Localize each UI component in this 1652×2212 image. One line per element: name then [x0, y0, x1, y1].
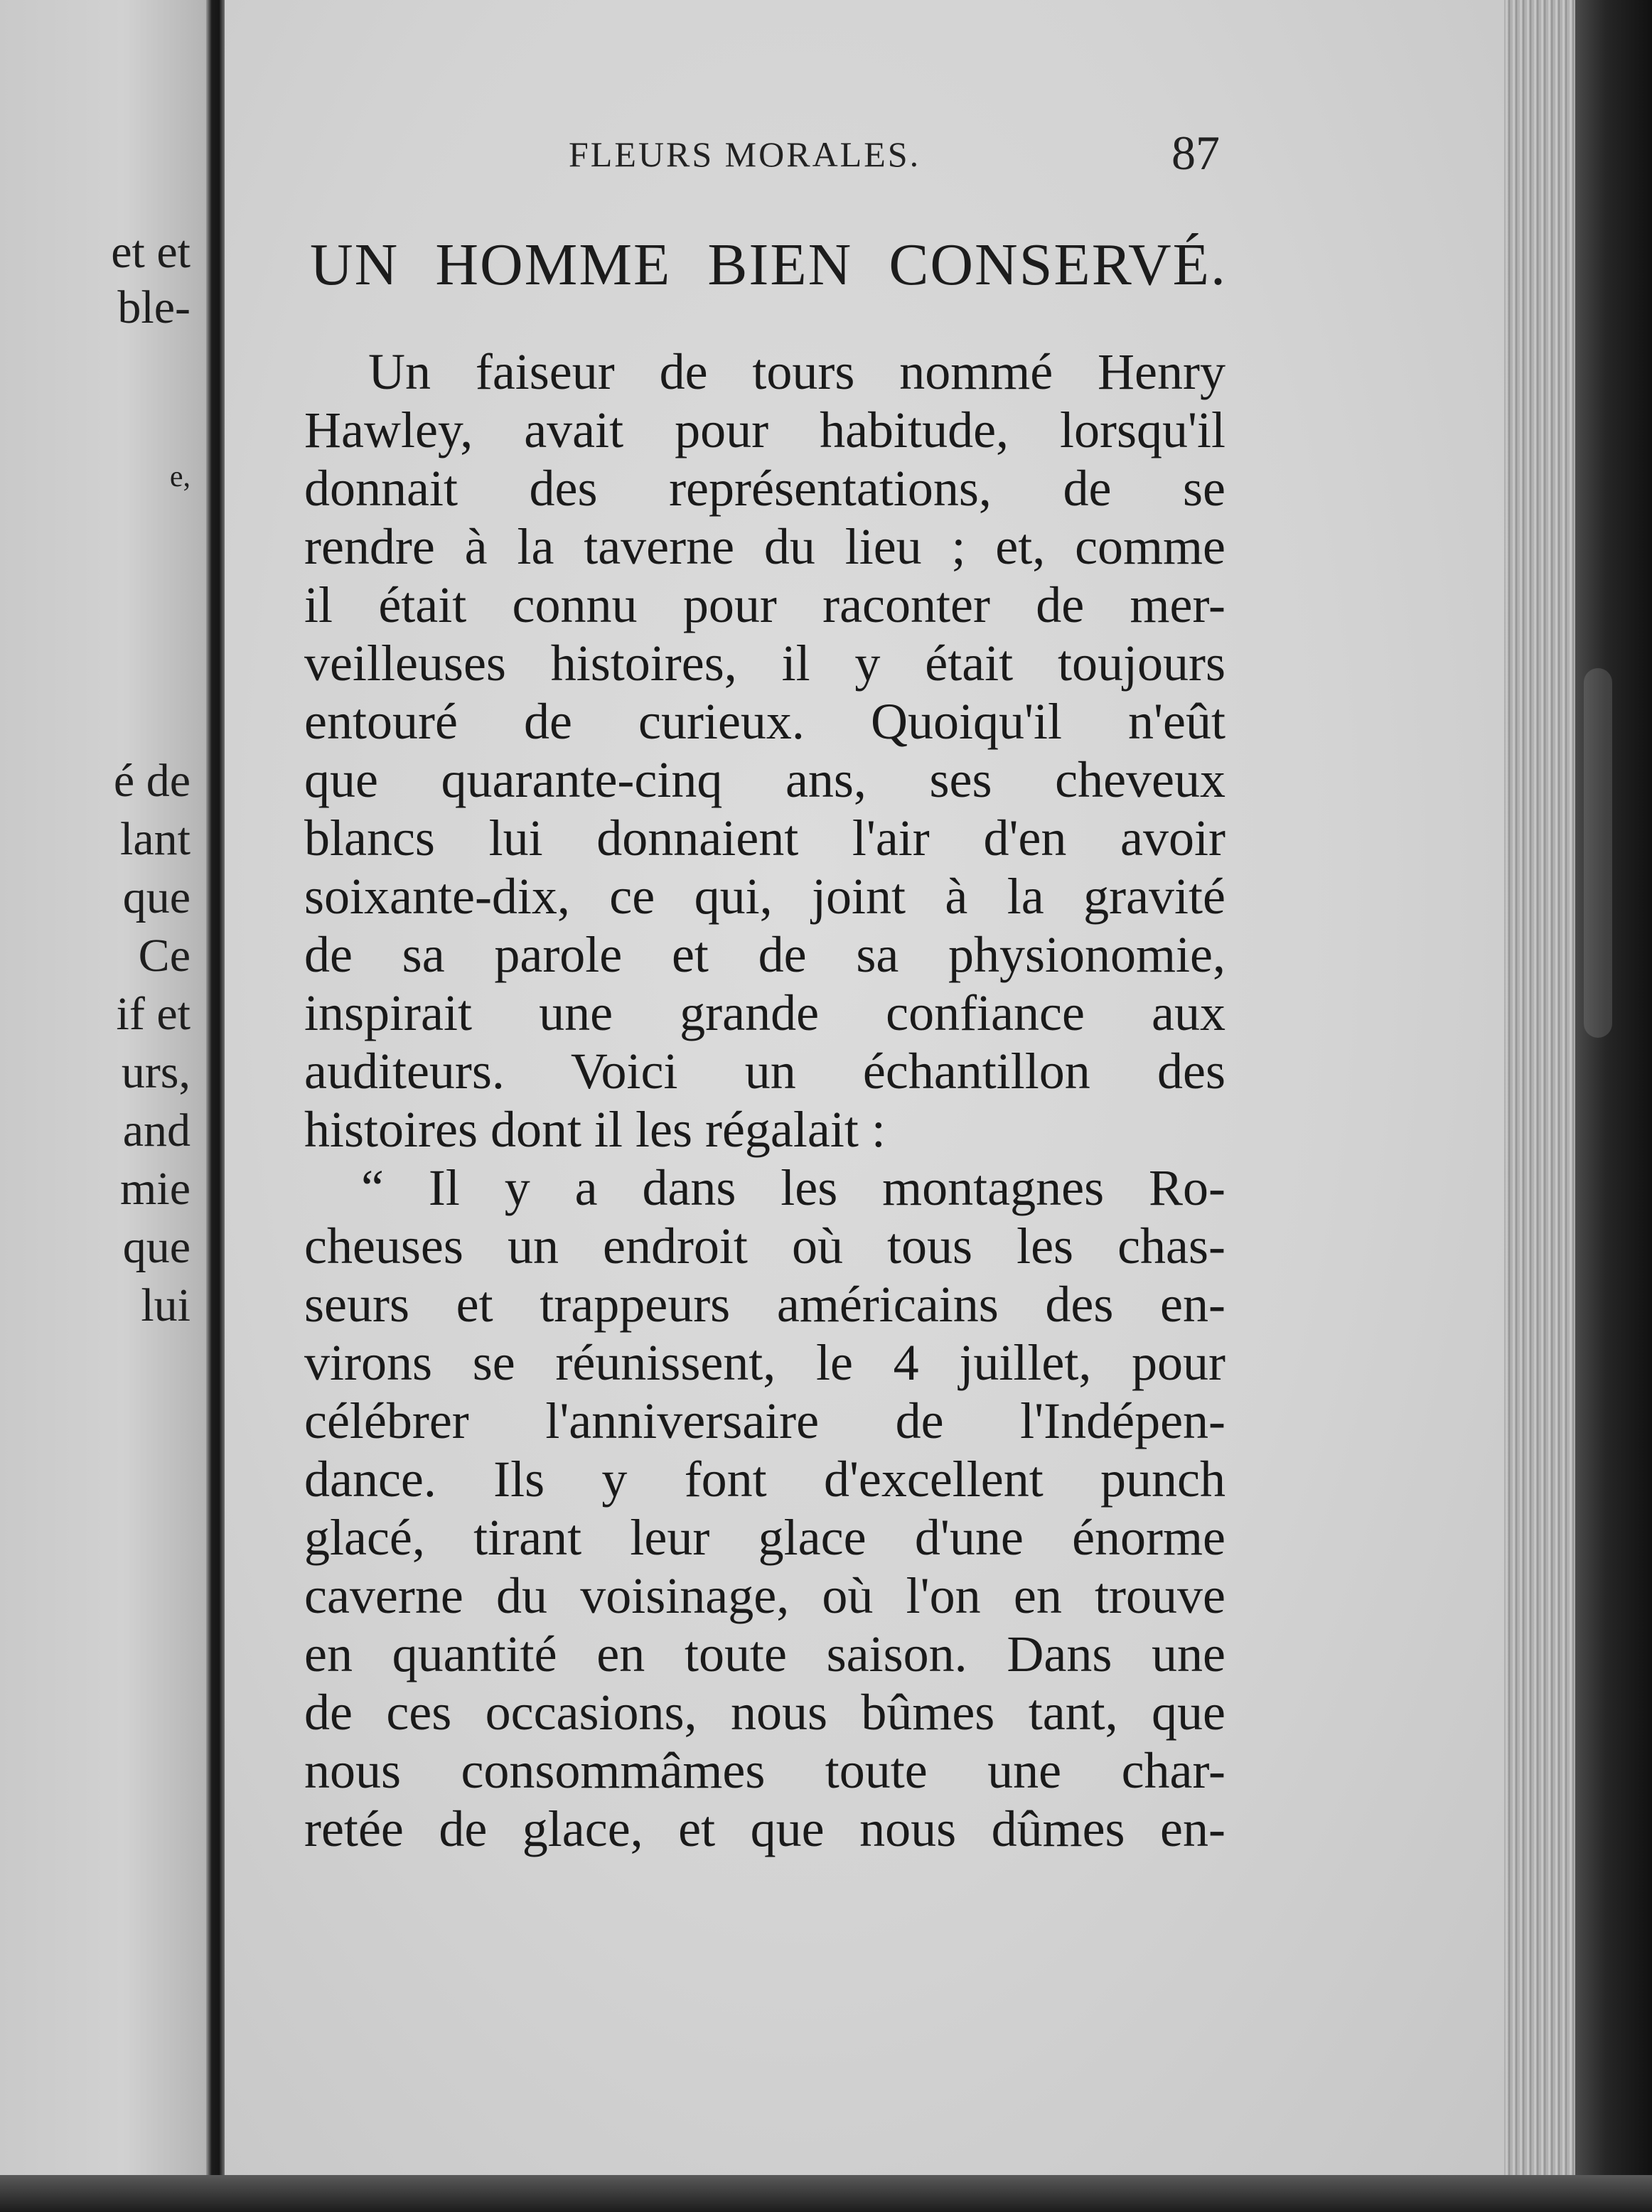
left-page-line: lui: [141, 1279, 191, 1331]
left-page-line: mie: [120, 1163, 191, 1215]
left-page-line: é de: [113, 755, 191, 807]
left-page-line: lant: [120, 813, 191, 865]
left-page-line: Ce: [138, 930, 191, 982]
left-page-line: urs,: [121, 1046, 191, 1098]
text-line: veilleuses histoires, il y était toujours: [304, 635, 1225, 692]
text-line: inspirait une grande confiance aux: [304, 984, 1225, 1041]
left-page-line: que: [122, 871, 191, 923]
text-line: entouré de curieux. Quoiqu'il n'eût: [304, 693, 1225, 750]
left-facing-page: [0, 0, 206, 2212]
text-line: seurs et trappeurs américains des en-: [304, 1276, 1225, 1333]
text-line: blancs lui donnaient l'air d'en avoir: [304, 810, 1225, 866]
left-page-line: e,: [169, 461, 191, 493]
book-gutter: [206, 0, 225, 2212]
text-line: de sa parole et de sa physionomie,: [304, 926, 1225, 983]
text-line: caverne du voisinage, où l'on en trouve: [304, 1567, 1225, 1624]
page-number: 87: [1171, 126, 1220, 180]
text-line: retée de glace, et que nous dûmes en-: [304, 1800, 1225, 1857]
left-page-line: ble-: [117, 281, 191, 333]
text-line: donnait des représentations, de se: [304, 460, 1225, 517]
left-page-line: if et: [116, 988, 191, 1040]
chapter-title: UN HOMME BIEN CONSERVÉ.: [310, 232, 1227, 298]
left-page-line: que: [122, 1221, 191, 1273]
text-line: Un faiseur de tours nommé Henry: [368, 343, 1225, 400]
text-line: glacé, tirant leur glace d'une énorme: [304, 1509, 1225, 1566]
text-line: rendre à la taverne du lieu ; et, comme: [304, 518, 1225, 575]
text-line: en quantité en toute saison. Dans une: [304, 1626, 1225, 1682]
text-line: virons se réunissent, le 4 juillet, pour: [304, 1334, 1225, 1391]
text-line: soixante-dix, ce qui, joint à la gravité: [304, 868, 1225, 925]
book-cover-edge: [1575, 0, 1652, 2212]
spine-mark: [1584, 668, 1612, 1038]
text-line: il était connu pour raconter de mer-: [304, 576, 1225, 633]
text-line: cheuses un endroit où tous les chas-: [304, 1218, 1225, 1274]
text-line: de ces occasions, nous bûmes tant, que: [304, 1684, 1225, 1741]
text-line: Hawley, avait pour habitude, lorsqu'il: [304, 402, 1225, 458]
text-line: célébrer l'anniversaire de l'Indépen-: [304, 1392, 1225, 1449]
left-page-line: et et: [111, 226, 191, 278]
left-page-line: and: [122, 1105, 191, 1156]
body-text: [304, 343, 1225, 1858]
page-edges: [1504, 0, 1575, 2212]
text-line: auditeurs. Voici un échantillon des: [304, 1043, 1225, 1100]
text-line: histoires dont il les régalait :: [304, 1101, 886, 1158]
text-line: nous consommâmes toute une char-: [304, 1742, 1225, 1799]
bottom-edge: [0, 2175, 1652, 2212]
text-line: “ Il y a dans les montagnes Ro-: [361, 1159, 1225, 1216]
text-line: que quarante-cinq ans, ses cheveux: [304, 751, 1225, 808]
running-head: FLEURS MORALES.: [569, 134, 921, 174]
text-line: dance. Ils y font d'excellent punch: [304, 1451, 1225, 1508]
